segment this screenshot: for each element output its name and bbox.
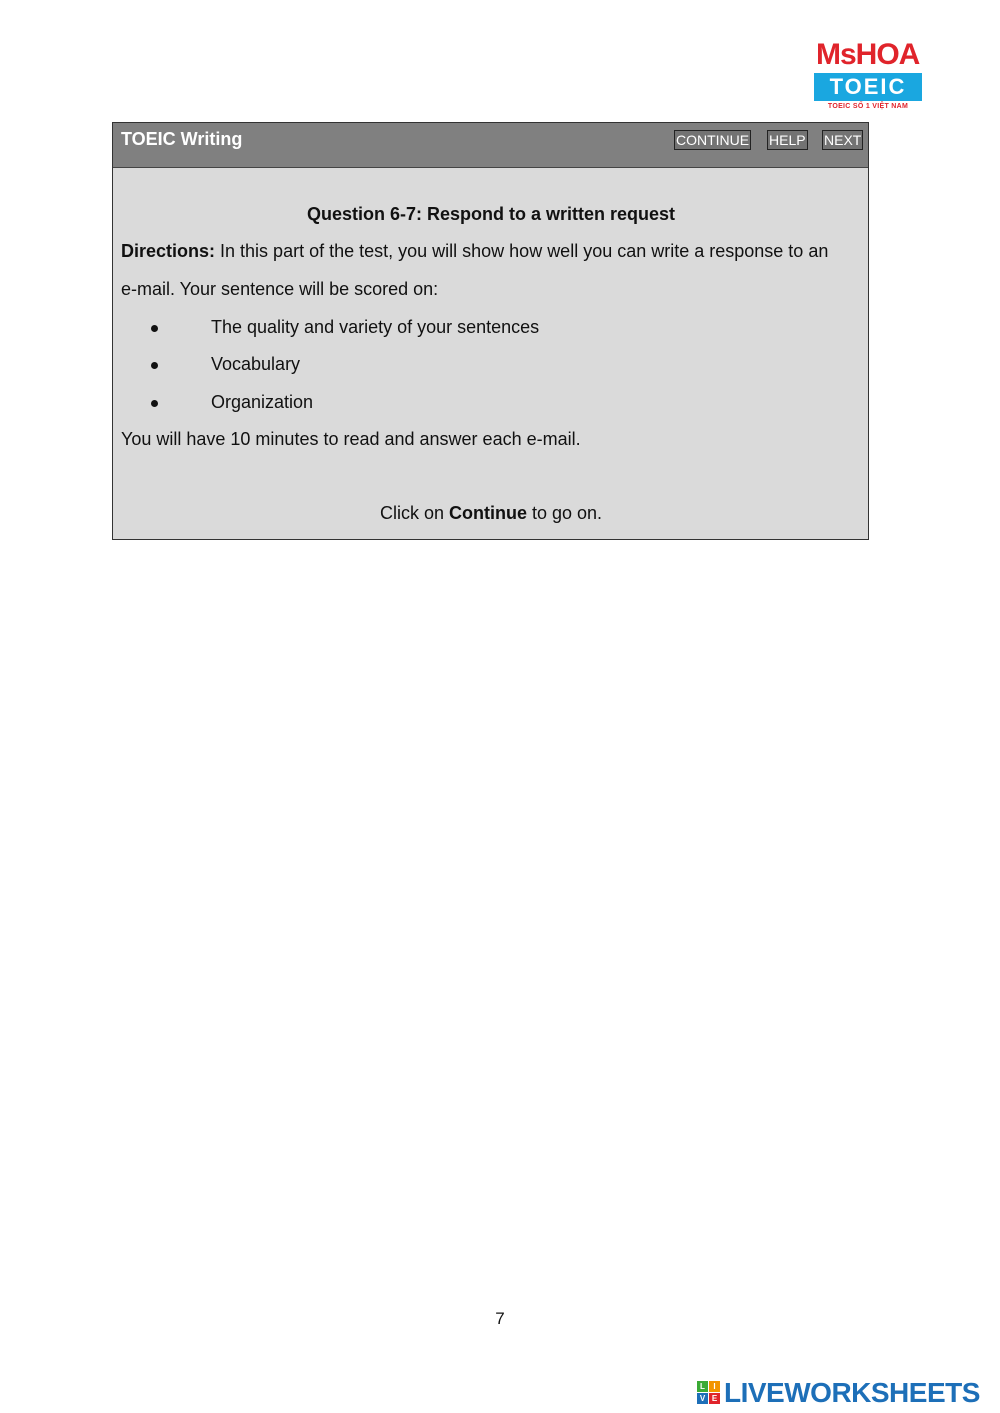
footer-pre: Click on [379, 503, 449, 523]
logo-brand-box: TOEIC [814, 73, 922, 101]
liveworksheets-text: LIVEWORKSHEETS [724, 1377, 980, 1408]
criteria-text: Organization [211, 392, 314, 412]
logo-letter: I [709, 1381, 720, 1392]
logo-letter: L [697, 1381, 708, 1392]
help-button[interactable]: HELP [769, 132, 806, 148]
window-title: TOEIC Writing [121, 129, 243, 149]
window-titlebar [113, 123, 868, 168]
criteria-text: The quality and variety of your sentences [211, 317, 540, 337]
logo-letter: V [697, 1393, 708, 1404]
bullet-icon [151, 325, 158, 332]
page-number: 7 [495, 1309, 505, 1328]
directions-line-2: e-mail. Your sentence will be scored on: [121, 279, 439, 299]
mshoa-toeic-logo [814, 40, 930, 116]
continue-button[interactable]: CONTINUE [676, 132, 750, 148]
liveworksheets-logo-icon [697, 1381, 721, 1405]
directions-label: Directions: [121, 241, 216, 261]
bullet-icon [151, 400, 158, 407]
time-note: You will have 10 minutes to read and answer each e-mail. [121, 429, 581, 449]
next-button[interactable]: NEXT [824, 132, 862, 148]
continue-instruction [121, 503, 861, 524]
logo-tagline: TOEIC SỐ 1 VIỆT NAM [827, 103, 909, 110]
toeic-writing-window [112, 122, 869, 540]
logo-brand-top: MsHOA [816, 38, 920, 71]
footer-continue-word: Continue [448, 503, 527, 523]
logo-letter: E [709, 1393, 720, 1404]
directions-line-1 [121, 241, 828, 262]
criteria-text: Vocabulary [211, 354, 301, 374]
footer-post: to go on. [526, 503, 603, 523]
directions-text-1: In this part of the test, you will show how well you can write a response to an [215, 241, 829, 261]
bullet-icon [151, 362, 158, 369]
question-title: Question 6-7: Respond to a written request [306, 204, 676, 224]
